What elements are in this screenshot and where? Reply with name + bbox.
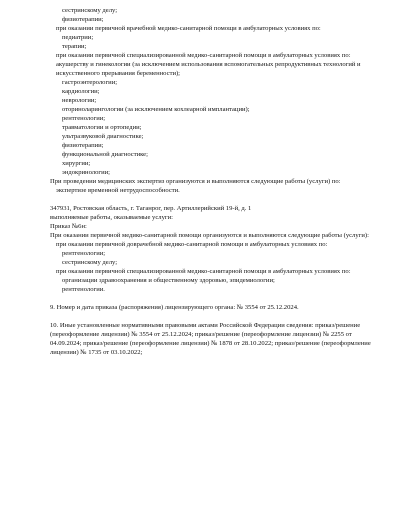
document-line: ультразвуковой диагностике; <box>62 133 144 140</box>
document-line: Приказ №6н: <box>50 223 87 230</box>
document-line: экспертизе временной нетрудоспособности. <box>56 187 180 194</box>
document-line: физиотерапии; <box>62 16 104 23</box>
document-line: 347931, Ростовская область, г. Таганрог, пер. Артиллерийский 19-й, д. 1 <box>50 205 252 212</box>
document-line: при оказании первичной врачебной медико-санитарной помощи в амбулаторных условиях по: <box>56 25 321 32</box>
order-number-paragraph: 9. Номер и дата приказа (распоряжения) лицензирующего органа: № 3554 от 25.12.2024. <box>50 304 299 311</box>
spacer <box>50 195 376 204</box>
document-line: неврологии; <box>62 97 97 104</box>
services-list-second-address <box>50 204 376 294</box>
document-line: функциональной диагностике; <box>62 151 148 158</box>
document-line: терапии; <box>62 43 87 50</box>
services-list-first-address <box>50 6 376 195</box>
document-line: При проведении медицинских экспертиз организуются и выполняются следующие работы (услуги) по: <box>50 178 341 185</box>
document-line: эндокринологии; <box>62 169 110 176</box>
document-line: кардиологии; <box>62 88 100 95</box>
document-line: При оказании первичной медико-санитарной помощи организуются и выполняются следующие работы (услуги): <box>50 232 369 239</box>
document-line: сестринскому делу; <box>62 259 118 266</box>
document-line: рентгенологии; <box>62 115 106 122</box>
document-line: физиотерапии; <box>62 142 104 149</box>
document-line: при оказании первичной доврачебной медико-санитарной помощи в амбулаторных условиях по: <box>56 241 328 248</box>
document-line: рентгенологии. <box>62 286 105 293</box>
document-line: акушерству и гинекологии (за исключением использования вспомогательных репродуктивных технологий и искусственного прерывания беременности); <box>56 61 361 77</box>
document-line: сестринскому делу; <box>62 7 118 14</box>
document-line: педиатрии; <box>62 34 94 41</box>
document-line: хирургии; <box>62 160 91 167</box>
spacer <box>50 312 376 321</box>
document-line: при оказании первичной специализированной медико-санитарной помощи в амбулаторных условиях по: <box>56 268 351 275</box>
document-line: оториноларингологии (за исключением кохлеарной имплантации); <box>62 106 250 113</box>
document-line: травматологии и ортопедии; <box>62 124 142 131</box>
document-line: организации здравоохранения и общественному здоровью, эпидемиологии; <box>62 277 275 284</box>
other-information-paragraph: 10. Иные установленные нормативными правовыми актами Российской Федерации сведения: приказ/решение (переоформление лицензии) № 3554 от 25.12.2024; приказ/решение (переоформление лицензии) № 2255 от 04.09.2024; приказ/решение (переоформление лицензии) № 1878 от 28.10.2022; приказ/решение (переоформление лицензии) № 1735 от 03.10.2022; <box>50 322 371 356</box>
document-line: рентгенологии; <box>62 250 106 257</box>
document-line: при оказании первичной специализированной медико-санитарной помощи в амбулаторных условиях по: <box>56 52 351 59</box>
document-line: выполняемые работы, оказываемые услуги: <box>50 214 173 221</box>
spacer <box>50 294 376 303</box>
document-line: гастроэнтерологии; <box>62 79 118 86</box>
